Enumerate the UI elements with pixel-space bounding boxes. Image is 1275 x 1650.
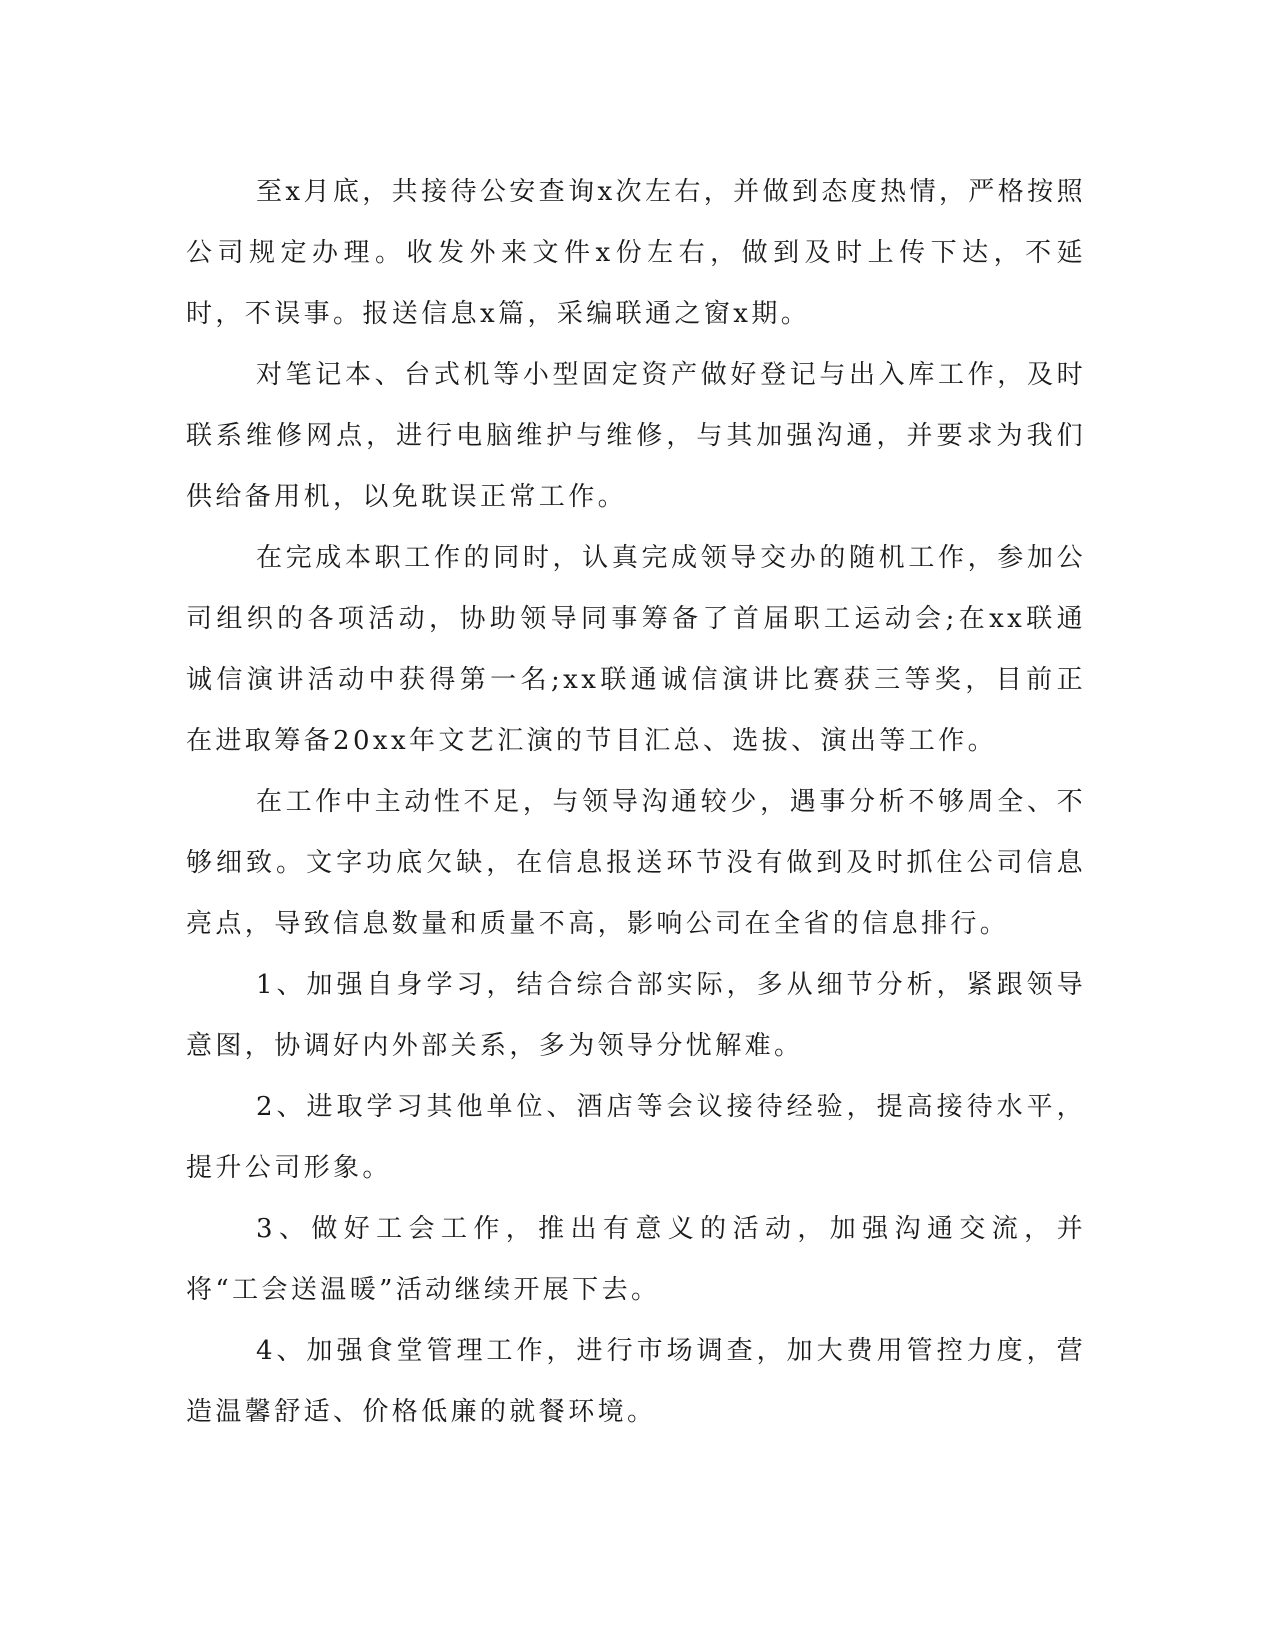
paragraph-plan-item-3: 3、做好工会工作，推出有意义的活动，加强沟通交流，并将“工会送温暖”活动继续开展下去。 xyxy=(186,1214,1086,1305)
paragraph-shortcomings: 在工作中主动性不足，与领导沟通较少，遇事分析不够周全、不够细致。文字功底欠缺，在信息报送环节没有做到及时抓住公司信息亮点，导致信息数量和质量不高，影响公司在全省的信息排行。 xyxy=(186,787,1086,939)
paragraph-asset-management: 对笔记本、台式机等小型固定资产做好登记与出入库工作，及时联系维修网点，进行电脑维护与维修，与其加强沟通，并要求为我们供给备用机，以免耽误正常工作。 xyxy=(186,360,1086,512)
paragraph-additional-duties: 在完成本职工作的同时，认真完成领导交办的随机工作，参加公司组织的各项活动，协助领导同事筹备了首届职工运动会;在xx联通诚信演讲活动中获得第一名;xx联通诚信演讲比赛获三等奖，目前正在进取筹备20xx年文艺汇演的节目汇总、选拔、演出等工作。 xyxy=(186,543,1086,756)
paragraph-plan-item-4: 4、加强食堂管理工作，进行市场调查，加大费用管控力度，营造温馨舒适、价格低廉的就餐环境。 xyxy=(186,1336,1086,1427)
paragraph-plan-item-2: 2、进取学习其他单位、酒店等会议接待经验，提高接待水平，提升公司形象。 xyxy=(186,1092,1086,1183)
paragraph-work-statistics: 至x月底，共接待公安查询x次左右，并做到态度热情，严格按照公司规定办理。收发外来文件x份左右，做到及时上传下达，不延时，不误事。报送信息x篇，采编联通之窗x期。 xyxy=(186,177,1086,329)
document-body xyxy=(186,162,1086,1443)
paragraph-plan-item-1: 1、加强自身学习，结合综合部实际，多从细节分析，紧跟领导意图，协调好内外部关系，多为领导分忧解难。 xyxy=(186,970,1086,1061)
